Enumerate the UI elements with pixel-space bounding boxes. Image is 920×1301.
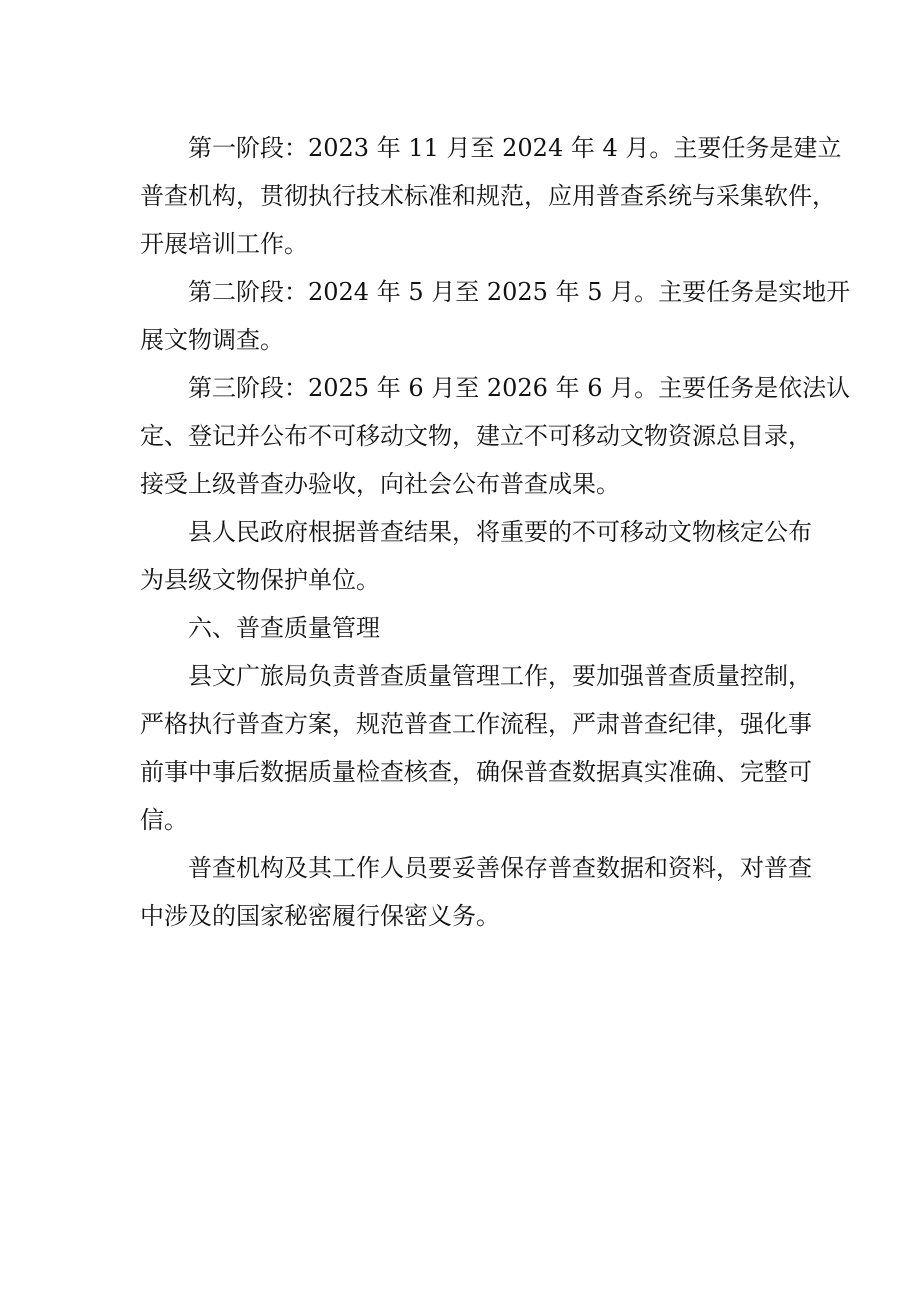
document-body [140,124,851,940]
text-line: 县文广旅局负责普查质量管理工作，要加强普查质量控制， [188,662,812,690]
text-line: 县人民政府根据普查结果，将重要的不可移动文物核定公布 [188,518,812,546]
text-line: 开展培训工作。 [140,230,308,258]
text-line: 第二阶段：2024 年 5 月至 2025 年 5 月。主要任务是实地开 [188,278,851,306]
text-line: 定、登记并公布不可移动文物，建立不可移动文物资源总目录， [140,422,812,450]
text-line: 普查机构，贯彻执行技术标准和规范，应用普查系统与采集软件， [140,182,836,210]
section-heading-quality-management [140,604,788,652]
paragraph-quality-control [140,652,812,844]
text-line: 严格执行普查方案，规范普查工作流程，严肃普查纪律，强化事 [140,710,812,738]
text-line: 接受上级普查办验收，向社会公布普查成果。 [140,470,620,498]
text-line: 普查机构及其工作人员要妥善保存普查数据和资料，对普查 [188,854,812,882]
paragraph-confidentiality [140,844,812,940]
paragraph-county-government [140,508,812,604]
text-line: 为县级文物保护单位。 [140,566,380,594]
text-line: 第三阶段：2025 年 6 月至 2026 年 6 月。主要任务是依法认 [188,374,851,402]
text-line: 展文物调查。 [140,326,284,354]
text-line: 中涉及的国家秘密履行保密义务。 [140,902,500,930]
section-heading: 六、普查质量管理 [188,614,380,642]
paragraph-phase-one [140,124,842,268]
paragraph-phase-three [140,364,851,508]
text-line: 第一阶段：2023 年 11 月至 2024 年 4 月。主要任务是建立 [188,134,842,162]
paragraph-phase-two [140,268,851,364]
text-line: 信。 [140,806,188,834]
text-line: 前事中事后数据质量检查核查，确保普查数据真实准确、完整可 [140,758,812,786]
